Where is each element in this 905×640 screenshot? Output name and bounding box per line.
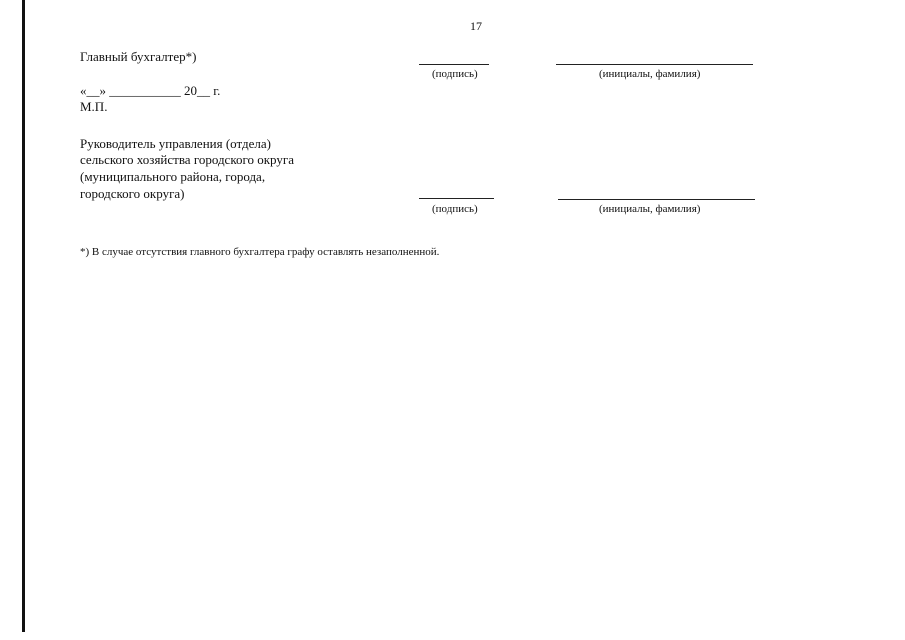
head-name-line (558, 199, 755, 200)
chief-accountant-signature-caption: (подпись) (432, 68, 478, 80)
head-title-line-4: городского округа) (80, 186, 185, 201)
footnote: *) В случае отсутствия главного бухгалтера графу оставлять незаполненной. (80, 246, 440, 258)
head-title-line-3: (муниципального района, города, (80, 169, 266, 184)
head-signature-caption: (подпись) (432, 203, 478, 215)
page-number: 17 (470, 19, 482, 33)
chief-accountant-signature-line (419, 64, 489, 65)
head-title-line-2: сельского хозяйства городского округа (80, 152, 294, 167)
chief-accountant-name-caption: (инициалы, фамилия) (599, 68, 701, 80)
head-title-line-1: Руководитель управления (отдела) (80, 136, 271, 151)
head-name-caption: (инициалы, фамилия) (599, 203, 701, 215)
seal-label: М.П. (80, 99, 108, 114)
head-signature-line (419, 198, 494, 199)
chief-accountant-label: Главный бухгалтер*) (80, 49, 197, 64)
chief-accountant-name-line (556, 64, 753, 65)
left-margin-rule (22, 0, 25, 632)
date-line: «__» ___________ 20__ г. (80, 83, 221, 98)
